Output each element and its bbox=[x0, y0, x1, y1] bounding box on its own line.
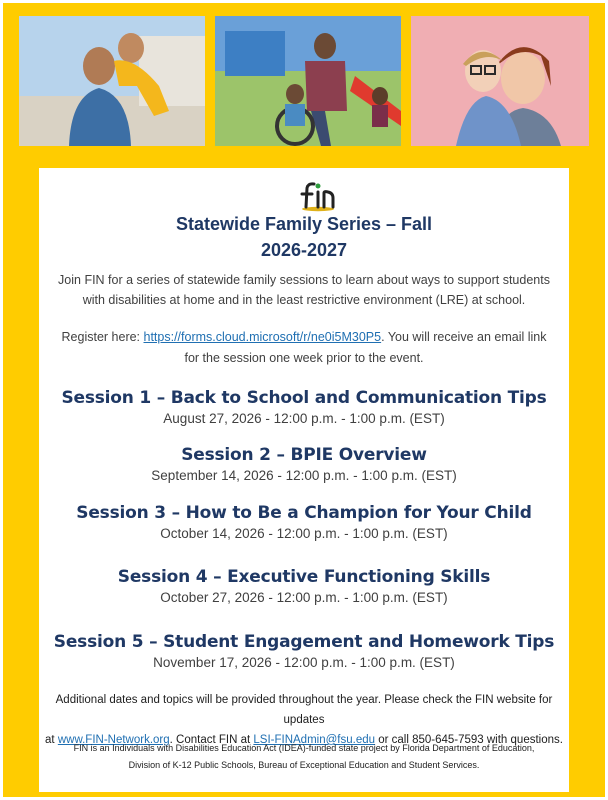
email-link[interactable]: LSI-FINAdmin@fsu.edu bbox=[253, 734, 375, 746]
register-text bbox=[39, 327, 569, 369]
session-1-date: August 27, 2026 - 12:00 p.m. - 1:00 p.m. (EST) bbox=[163, 411, 445, 426]
fine-print bbox=[39, 740, 569, 774]
register-line bbox=[39, 327, 569, 348]
register-suffix: . You will receive an email link bbox=[381, 330, 547, 344]
register-prefix: Register here: bbox=[61, 330, 144, 344]
intro-line: with disabilities at home and in the least restrictive environment (LRE) at school. bbox=[82, 293, 526, 307]
footer-call: or call 850-645-7593 with questions. bbox=[375, 734, 563, 746]
footer-at: at bbox=[45, 734, 58, 746]
fine-print-line-1: FIN is an Individuals with Disabilities Education Act (IDEA)-funded state project by Florida Department of Education, bbox=[73, 743, 535, 753]
family-playground-photo-icon bbox=[215, 16, 401, 146]
intro-line: Join FIN for a series of statewide family sessions to learn about ways to support students bbox=[58, 273, 550, 287]
intro-text bbox=[39, 270, 569, 310]
session-5-title: Session 5 – Student Engagement and Homework Tips bbox=[53, 632, 555, 652]
register-link[interactable]: https://forms.cloud.microsoft/r/ne0i5M30P5 bbox=[143, 330, 382, 344]
session-5-date: November 17, 2026 - 12:00 p.m. - 1:00 p.m. (EST) bbox=[153, 655, 455, 670]
footer-contact: . Contact FIN at bbox=[169, 734, 254, 746]
mother-child-hug-photo-icon bbox=[411, 16, 589, 146]
register-line-2: for the session one week prior to the event. bbox=[184, 351, 424, 365]
session-4-title: Session 4 – Executive Functioning Skills bbox=[117, 567, 491, 587]
yellow-frame bbox=[3, 3, 605, 797]
session-1-title: Session 1 – Back to School and Communication Tips bbox=[61, 388, 547, 408]
page-title: Statewide Family Series – Fall bbox=[175, 214, 433, 234]
session-2-date: September 14, 2026 - 12:00 p.m. - 1:00 p.m. (EST) bbox=[151, 468, 457, 483]
father-son-photo-icon bbox=[19, 16, 205, 146]
session-2-title: Session 2 – BPIE Overview bbox=[181, 445, 427, 465]
session-4-date: October 27, 2026 - 12:00 p.m. - 1:00 p.m. (EST) bbox=[160, 590, 448, 605]
session-3-date: October 14, 2026 - 12:00 p.m. - 1:00 p.m. (EST) bbox=[160, 526, 448, 541]
page-subtitle-year: 2026-2027 bbox=[260, 240, 348, 260]
fin-logo-icon bbox=[295, 178, 341, 212]
flyer-content bbox=[39, 168, 569, 792]
footer-line-1: Additional dates and topics will be provided throughout the year. Please check the FIN website for updates bbox=[55, 694, 553, 726]
photo-strip bbox=[19, 16, 589, 146]
website-link[interactable]: www.FIN-Network.org bbox=[57, 734, 170, 746]
session-3-title: Session 3 – How to Be a Champion for Your Child bbox=[76, 503, 532, 523]
fine-print-line-2: Division of K-12 Public Schools, Bureau of Exceptional Education and Student Services. bbox=[128, 760, 480, 770]
